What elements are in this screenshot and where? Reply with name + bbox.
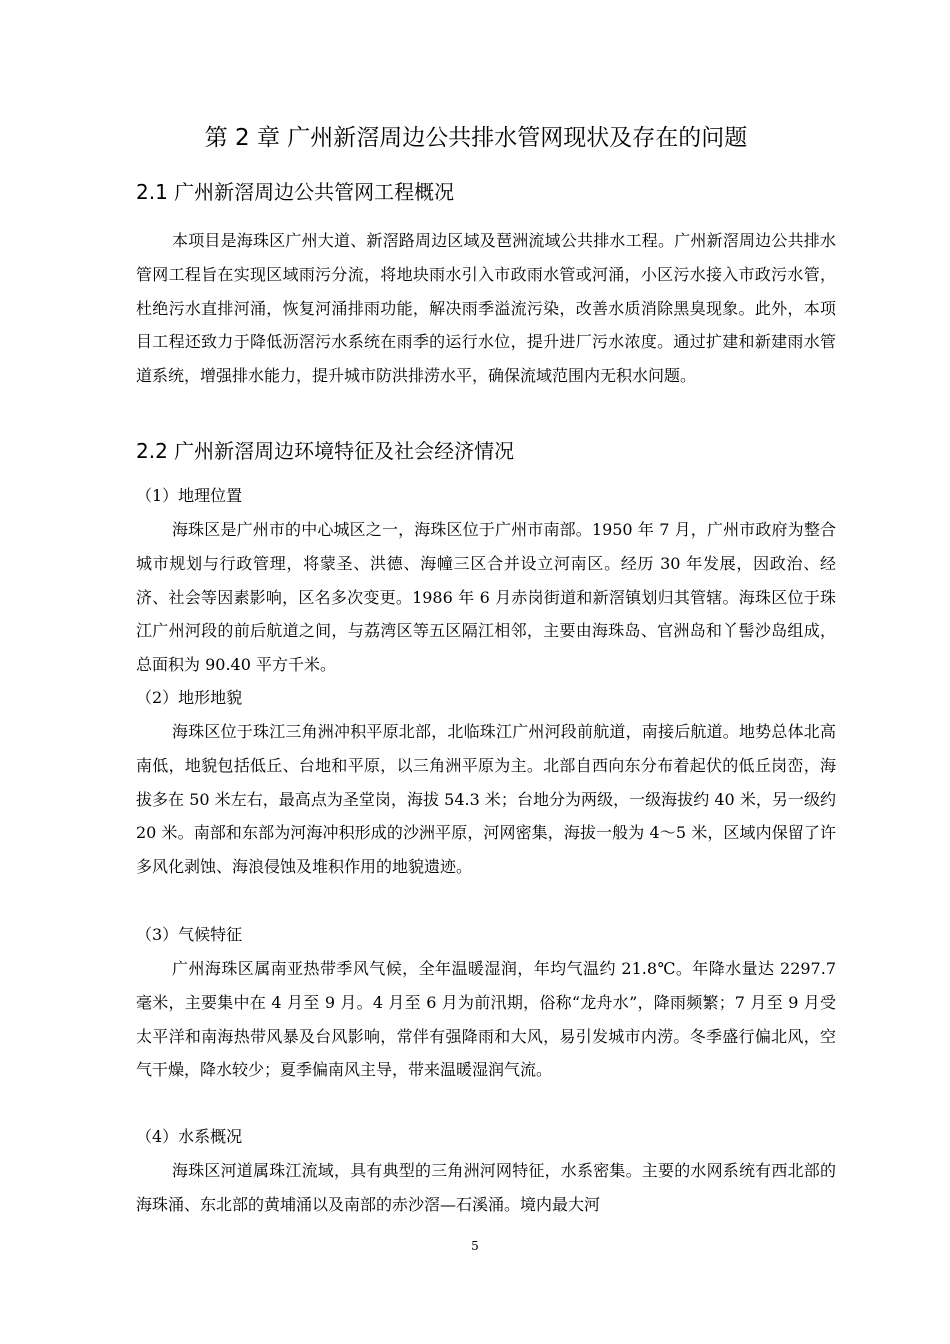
subsection-paragraph-climate: 广州海珠区属南亚热带季风气候，全年温暖湿润，年均气温约 21.8℃。年降水量达 2297.7 毫米，主要集中在 4 月至 9 月。4 月至 6 月为前汛期，俗称“龙舟水”，降雨频繁；7 月至 9 月受太平洋和南海热带风暴及台风影响，常伴有强降雨和大风，易引发城市内涝。冬季盛行偏北风，空气干燥，降水较少；夏季偏南风主导，带来温暖湿润气流。	[136, 959, 836, 1080]
section-heading-2-1: 2.1 广州新滘周边公共管网工程概况	[136, 180, 455, 204]
subsection-paragraph-water-system: 海珠区河道属珠江流域，具有典型的三角洲河网特征，水系密集。主要的水网系统有西北部的海珠涌、东北部的黄埔涌以及南部的赤沙滘—石溪涌。境内最大河	[136, 1161, 836, 1214]
page-number: 5	[471, 1239, 479, 1253]
subsection-heading-terrain: （2）地形地貌	[136, 688, 243, 707]
section-2-1-paragraph: 本项目是海珠区广州大道、新滘路周边区域及琶洲流域公共排水工程。广州新滘周边公共排水管网工程旨在实现区域雨污分流，将地块雨水引入市政雨水管或河涌，小区污水接入市政污水管，杜绝污水直排河涌，恢复河涌排雨功能，解决雨季溢流污染，改善水质消除黑臭现象。此外，本项目工程还致力于降低沥滘污水系统在雨季的运行水位，提升进厂污水浓度。通过扩建和新建雨水管道系统，增强排水能力，提升城市防洪排涝水平，确保流域范围内无积水问题。	[136, 231, 836, 386]
subsection-heading-climate: （3）气候特征	[136, 925, 243, 944]
subsection-heading-location: （1）地理位置	[136, 486, 243, 505]
chapter-title: 第 2 章 广州新滘周边公共排水管网现状及存在的问题	[204, 125, 748, 151]
section-heading-2-2: 2.2 广州新滘周边环境特征及社会经济情况	[136, 439, 515, 463]
subsection-heading-water-system: （4）水系概况	[136, 1127, 243, 1146]
subsection-paragraph-location: 海珠区是广州市的中心城区之一，海珠区位于广州市南部。1950 年 7 月，广州市政府为整合城市规划与行政管理，将蒙圣、洪德、海幢三区合并设立河南区。经历 30 年发展，因政治、经济、社会等因素影响，区名多次变更。1986 年 6 月赤岗街道和新滘镇划归其管辖。海珠区位于珠江广州河段的前后航道之间，与荔湾区等五区隔江相邻，主要由海珠岛、官洲岛和丫髻沙岛组成，总面积为 90.40 平方千米。	[136, 520, 836, 675]
subsection-paragraph-terrain: 海珠区位于珠江三角洲冲积平原北部，北临珠江广州河段前航道，南接后航道。地势总体北高南低，地貌包括低丘、台地和平原，以三角洲平原为主。北部自西向东分布着起伏的低丘岗峦，海拔多在 50 米左右，最高点为圣堂岗，海拔 54.3 米；台地分为两级，一级海拔约 40 米，另一级约 20 米。南部和东部为河海冲积形成的沙洲平原，河网密集，海拔一般为 4～5 米，区域内保留了许多风化剥蚀、海浪侵蚀及堆积作用的地貌遗迹。	[136, 722, 836, 877]
